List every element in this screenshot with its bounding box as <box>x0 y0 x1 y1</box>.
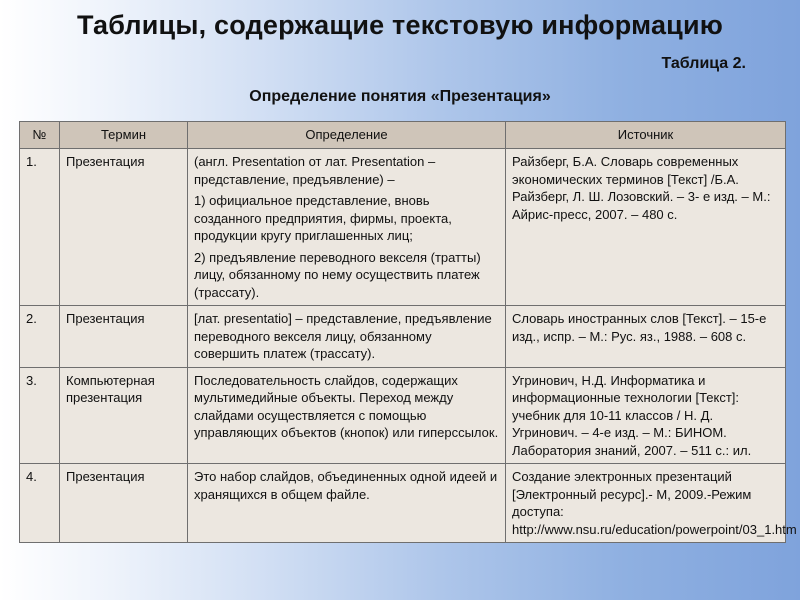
row-term: Презентация <box>60 464 188 543</box>
table-body <box>20 149 797 543</box>
row-source: Угринович, Н.Д. Информатика и информационные технологии [Текст]: учебник для 10-11 классов / Н. Д. Угринович. – 4-е изд. – М.: БИНОМ. Лаборатория знаний, 2007. – 511 с.: ил. <box>506 367 786 464</box>
row-number: 1. <box>20 149 60 306</box>
row-term: Компьютерная презентация <box>60 367 188 464</box>
definition-paragraph: (англ. Presentation от лат. Presentation – представление, предъявление) – <box>194 154 436 187</box>
header-row <box>20 122 786 149</box>
table-row <box>20 306 786 368</box>
row-definition <box>188 149 506 306</box>
header-definition: Определение <box>188 122 506 149</box>
header-number: № <box>20 122 60 149</box>
row-number: 4. <box>20 464 60 543</box>
table-caption: Определение понятия «Презентация» <box>249 88 551 105</box>
row-definition <box>188 306 506 368</box>
row-source: Создание электронных презентаций [Электронный ресурс].- М, 2009.-Режим доступа: http://www.nsu.ru/education/powerpoint/03_1.htm <box>506 464 786 543</box>
header-source: Источник <box>506 122 786 149</box>
definition-paragraph: [лат. presentatio] – представление, предъявление переводного векселя лицу, обязанному совершить платеж (трассату). <box>194 311 492 361</box>
header-term: Термин <box>60 122 188 149</box>
row-term: Презентация <box>60 306 188 368</box>
row-source: Словарь иностранных слов [Текст]. – 15-е изд., испр. – М.: Рус. яз., 1988. – 608 с. <box>506 306 786 368</box>
definitions-table <box>19 121 797 543</box>
table-row <box>20 149 786 306</box>
definition-paragraph: 2) предъявление переводного векселя (тратты) лицу, обязанному по нему осуществить платеж (трассату). <box>194 249 481 300</box>
definition-paragraph: Это набор слайдов, объединенных одной идеей и хранящихся в общем файле. <box>194 469 498 502</box>
row-number: 3. <box>20 367 60 464</box>
row-definition <box>188 367 506 464</box>
row-definition <box>188 464 506 543</box>
definition-paragraph: Последовательность слайдов, содержащих мультимедийные объекты. Переход между слайдами осуществляется с помощью управляющих объектов (кнопок) или гиперссылок. <box>194 372 499 440</box>
table-number: Таблица 2. <box>661 55 746 72</box>
definition-paragraph: 1) официальное представление, вновь созданного предприятия, фирмы, проекта, продукции кругу приглашенных лиц; <box>194 193 452 243</box>
row-term: Презентация <box>60 149 188 306</box>
table-row <box>20 464 786 543</box>
row-number: 2. <box>20 306 60 368</box>
slide-title: Таблицы, содержащие текстовую информацию <box>76 10 724 40</box>
table-header <box>20 122 786 149</box>
table-row <box>20 367 786 464</box>
row-source: Райзберг, Б.А. Словарь современных экономических терминов [Текст] /Б.А. Райзберг, Л. Ш. Лозовский. – 3- е изд. – М.: Айрис-пресс, 2007. – 480 с. <box>506 149 786 306</box>
